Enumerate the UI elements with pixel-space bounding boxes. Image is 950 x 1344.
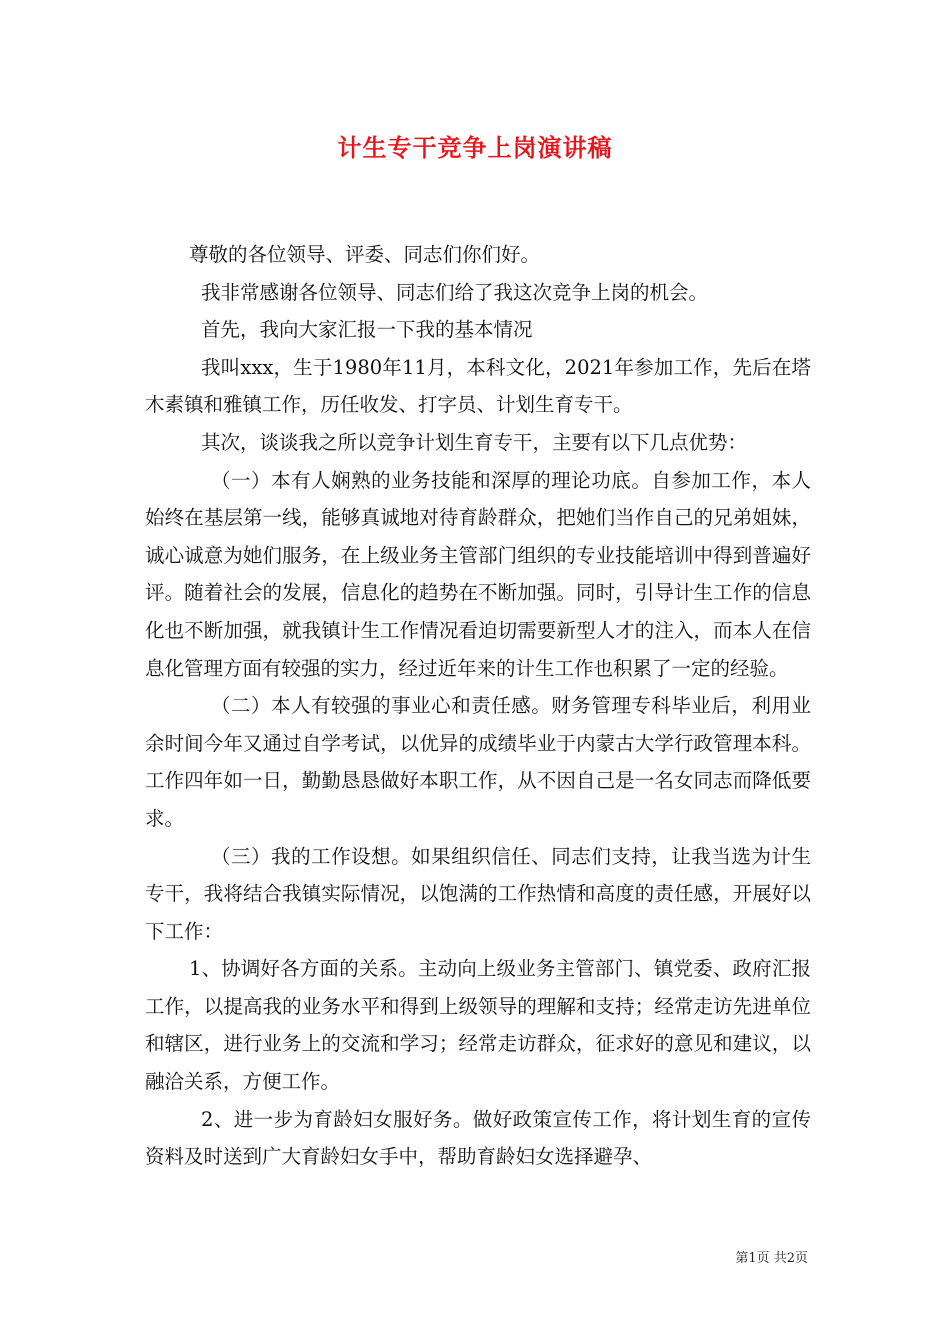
paragraph-advantage-2: （二）本人有较强的事业心和责任感。财务管理专科毕业后，利用业余时间今年又通过自学考试，以优异的成绩毕业于内蒙古大学行政管理本科。工作四年如一日，勤勤恳恳做好本职工作，从不因自己是一名女同志而降低要求。 xyxy=(145,694,811,830)
paragraph-advantage-1: （一）本有人娴熟的业务技能和深厚的理论功底。自参加工作，本人始终在基层第一线，能够真诚地对待育龄群众，把她们当作自己的兄弟姐妹，诚心诚意为她们服务，在上级业务主管部门组织的专业技能培训中得到普遍好评。随着社会的发展，信息化的趋势在不断加强。同时，引导计生工作的信息化也不断加强，就我镇计生工作情况看迫切需要新型人才的注入，而本人在信息化管理方面有较强的实力，经过近年来的计生工作也积累了一定的经验。 xyxy=(145,468,811,680)
paragraph-advantages-intro: 其次，谈谈我之所以竞争计划生育专干，主要有以下几点优势： xyxy=(201,430,748,454)
document-title: 计生专干竞争上岗演讲稿 xyxy=(337,133,613,162)
document-body xyxy=(145,236,811,1176)
paragraph-plan-1: 1、协调好各方面的关系。主动向上级业务主管部门、镇党委、政府汇报工作，以提高我的业务水平和得到上级领导的理解和支持；经常走访先进单位和辖区，进行业务上的交流和学习；经常走访群众，征求好的意见和建议，以融洽关系，方便工作。 xyxy=(145,957,811,1094)
page-number: 第1页 共2页 xyxy=(735,1251,808,1266)
paragraph-intro: 首先，我向大家汇报一下我的基本情况 xyxy=(201,318,533,342)
paragraph-advantage-3: （三）我的工作设想。如果组织信任、同志们支持，让我当选为计生专干，我将结合我镇实际情况，以饱满的工作热情和高度的责任感，开展好以下工作： xyxy=(145,844,811,943)
paragraph-plan-2: 2、进一步为育龄妇女服好务。做好政策宣传工作，将计划生育的宣传资料及时送到广大育龄妇女手中，帮助育龄妇女选择避孕、 xyxy=(145,1107,811,1169)
paragraph-greeting: 尊敬的各位领导、评委、同志们你们好。 xyxy=(189,243,541,266)
paragraph-basic-info: 我叫xxx，生于1980年11月，本科文化，2021年参加工作，先后在塔木素镇和雅镇工作，历任收发、打字员、计划生育专干。 xyxy=(145,355,811,417)
paragraph-thanks: 我非常感谢各位领导、同志们给了我这次竞争上岗的机会。 xyxy=(201,280,709,304)
